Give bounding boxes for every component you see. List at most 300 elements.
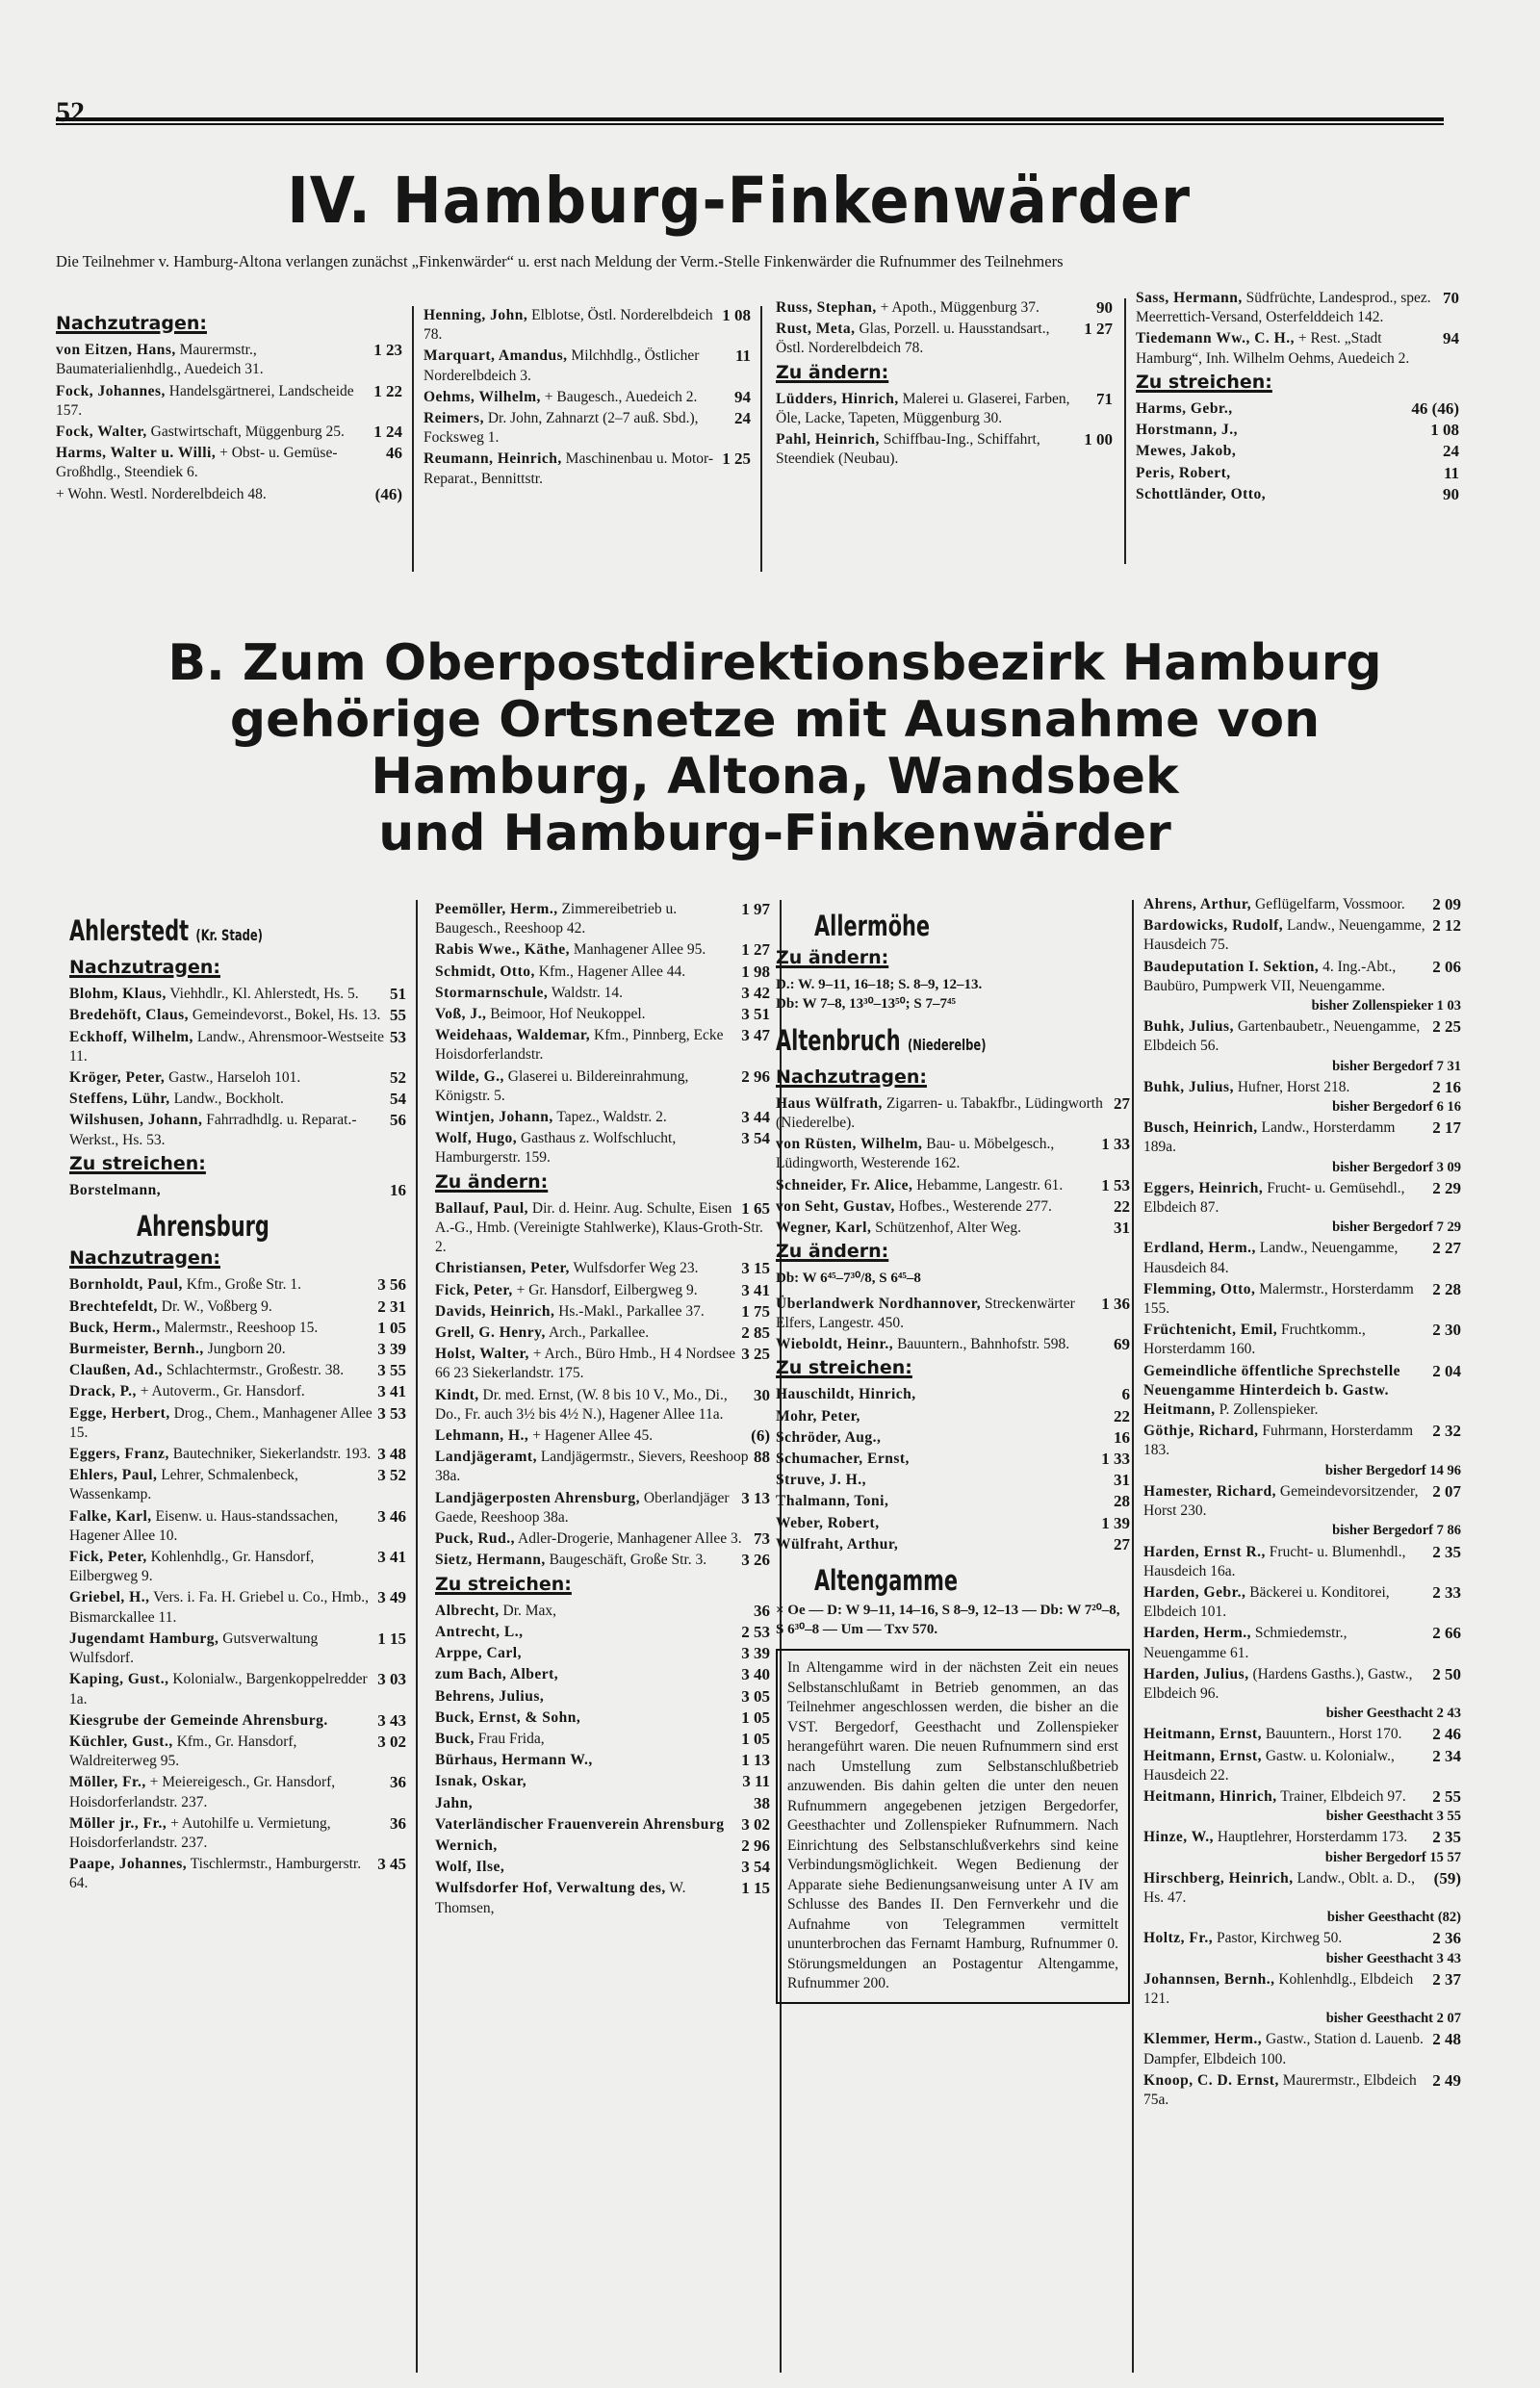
directory-entry (1136, 464, 1459, 483)
phone-number: 16 (1114, 1427, 1130, 1447)
phone-number: 1 53 (1101, 1175, 1130, 1194)
directory-entry (776, 1450, 1130, 1469)
phone-number: 2 29 (1432, 1178, 1461, 1197)
phone-number: 31 (1114, 1219, 1130, 1238)
phone-number: 1 08 (722, 306, 751, 324)
phone-number: 3 42 (741, 983, 770, 1002)
directory-entry (69, 985, 406, 1004)
directory-entry (1143, 2030, 1461, 2068)
directory-entry (56, 444, 402, 482)
subscriber-details: Gastw., Station d. Lauenb. Dampfer, Elbdeich 100. (1143, 2031, 1424, 2067)
subscriber-name: Wilshusen, Johann, (69, 1112, 203, 1129)
subscriber-name: Knoop, C. D. Ernst, (1143, 2071, 1279, 2089)
directory-entry (56, 382, 402, 421)
entry-list (776, 1385, 1130, 1554)
entry-list (435, 1602, 770, 1918)
office-hours: Db: W 6⁴⁵–7³⁰/8, S 6⁴⁵–8 (776, 1271, 921, 1287)
directory-entry (776, 1197, 1130, 1217)
directory-entry (1143, 2071, 1461, 2110)
subscriber-details: Dr. John, Zahnarzt (2–7 auß. Sbd.), Focksweg 1. (424, 410, 699, 447)
directory-entry (69, 1507, 406, 1546)
section-b-line-4: und Hamburg-Finkenwärder (378, 805, 1171, 862)
subscriber-details: Glaserei u. Bildereinrahmung, Königstr. 5. (435, 1067, 689, 1104)
directory-entry (69, 1733, 406, 1771)
subscriber-name: Haus Wülfrath, (776, 1094, 883, 1112)
subscriber-name: Harden, Julius, (1143, 1665, 1249, 1682)
place-allermoehe: Allermöhe (814, 910, 931, 942)
subscriber-name: Weidehaas, Waldemar, (435, 1027, 591, 1044)
subscriber-name: Reimers, (424, 410, 484, 427)
phone-number: 2 49 (1432, 2070, 1461, 2090)
directory-entry (776, 1471, 1130, 1490)
subscriber-name: Christiansen, Peter, (435, 1260, 570, 1277)
phone-number: 3 54 (741, 1858, 770, 1877)
subscriber-name: Buck, Ernst, & Sohn, (435, 1708, 581, 1726)
subscriber-name: Fick, Peter, (435, 1281, 513, 1298)
subscriber-details: Fahrradhdlg. u. Reparat.-Werkst., Hs. 53. (69, 1112, 357, 1148)
entry-list (1136, 399, 1459, 504)
phone-number: 1 33 (1101, 1450, 1130, 1469)
directory-entry (435, 1665, 770, 1684)
phone-number: 3 48 (377, 1445, 406, 1464)
directory-entry (435, 1323, 770, 1343)
subscriber-name: Hirschberg, Heinrich, (1143, 1869, 1294, 1887)
phone-number: 88 (754, 1448, 770, 1467)
subscriber-details: Baugeschäft, Große Str. 3. (545, 1552, 707, 1569)
subscriber-name: Wulfsdorfer Hof, Verwaltung des, (435, 1880, 666, 1897)
phone-number: 1 05 (741, 1708, 770, 1727)
directory-entry (1143, 1280, 1461, 1319)
phone-number: 2 06 (1432, 957, 1461, 976)
column-divider (412, 306, 414, 572)
directory-entry (435, 1067, 770, 1106)
directory-entry (1143, 1583, 1461, 1622)
subscriber-name: Wintjen, Johann, (435, 1109, 553, 1126)
subscriber-details: Dr. med. Ernst, (W. 8 bis 10 V., Mo., Di., Do., Fr. auch 3½ bis 4½ N.), Hagener Allee 11a. (435, 1386, 728, 1423)
subscriber-name: Schneider, Fr. Alice, (776, 1176, 913, 1194)
subscriber-name: Landjägeramt, (435, 1449, 537, 1466)
directory-entry (435, 940, 770, 960)
directory-entry (1143, 1624, 1461, 1662)
directory-entry (1143, 916, 1461, 955)
subscriber-details: Schmiedemstr., Neuengamme 61. (1143, 1625, 1348, 1661)
subscriber-name: Hinze, W., (1143, 1829, 1215, 1846)
subscriber-name: Arppe, Carl, (435, 1645, 522, 1662)
phone-number: 3 41 (741, 1280, 770, 1299)
subscriber-name: Jugendamt Hamburg, (69, 1630, 219, 1647)
phone-number: 38 (754, 1793, 770, 1812)
directory-entry (69, 1340, 406, 1359)
phone-number: 3 02 (377, 1732, 406, 1751)
subscriber-details: Bauuntern., Bahnhofstr. 598. (893, 1336, 1070, 1353)
top-column-3 (776, 298, 1113, 472)
subscriber-name: Baudeputation I. Sektion, (1143, 958, 1320, 975)
subscriber-details: Landw., Bockholt. (169, 1091, 284, 1108)
subscriber-name: Holtz, Fr., (1143, 1930, 1214, 1947)
subscriber-name: Gemeindliche öffentliche Sprechstelle Neuengamme Hinterdeich b. Gastw. Heitmann, (1143, 1362, 1401, 1419)
directory-entry (1143, 1179, 1461, 1238)
heading-zu-aendern: Zu ändern: (776, 1241, 889, 1263)
subscriber-name: Egge, Herbert, (69, 1404, 170, 1422)
directory-entry (776, 1492, 1130, 1511)
phone-number: 2 04 (1432, 1361, 1461, 1380)
phone-number: 73 (754, 1529, 770, 1549)
phone-number: 2 16 (1432, 1077, 1461, 1096)
directory-entry (424, 409, 751, 448)
phone-number: 1 97 (741, 900, 770, 918)
phone-number: 2 12 (1432, 916, 1461, 936)
subscriber-name: Russ, Stephan, (776, 299, 877, 316)
subscriber-details: W. Thomsen, (435, 1880, 686, 1916)
subscriber-details: Jungborn 20. (203, 1341, 286, 1358)
directory-entry (776, 298, 1113, 318)
subscriber-name: Kaping, Gust., (69, 1671, 169, 1688)
phone-number: 24 (734, 409, 751, 428)
subscriber-details: Trainer, Elbdeich 97. (1276, 1787, 1406, 1805)
directory-entry (1143, 895, 1461, 914)
subscriber-details: Gemeindevorst., Bokel, Hs. 13. (189, 1007, 381, 1024)
directory-entry (69, 1404, 406, 1443)
directory-entry (1143, 1422, 1461, 1480)
phone-number: 1 75 (741, 1301, 770, 1321)
directory-entry (1136, 421, 1459, 440)
phone-number: 2 32 (1432, 1422, 1461, 1441)
heading-zu-streichen: Zu streichen: (435, 1573, 572, 1595)
directory-entry (69, 1855, 406, 1893)
phone-number: 2 28 (1432, 1279, 1461, 1298)
subscriber-details: Waldstr. 14. (548, 984, 623, 1001)
phone-number: 3 49 (377, 1588, 406, 1607)
subscriber-name: Pahl, Heinrich, (776, 431, 880, 449)
phone-number: 22 (1114, 1196, 1130, 1216)
directory-entry (69, 1382, 406, 1401)
subscriber-name: Eckhoff, Wilhelm, (69, 1028, 193, 1045)
directory-entry (776, 1295, 1130, 1333)
directory-entry (69, 1297, 406, 1317)
subscriber-name: Harden, Herm., (1143, 1625, 1252, 1642)
directory-entry (435, 1005, 770, 1024)
subscriber-details: Streckenwärter Elfers, Langestr. 450. (776, 1295, 1075, 1331)
phone-number: 1 33 (1101, 1135, 1130, 1154)
phone-number: 2 35 (1432, 1828, 1461, 1847)
phone-number: 2 37 (1432, 1969, 1461, 1989)
subscriber-name: Fock, Walter, (56, 424, 147, 441)
phone-number: 31 (1114, 1471, 1130, 1490)
directory-entry (69, 1006, 406, 1025)
subscriber-name: Bardowicks, Rudolf, (1143, 917, 1284, 935)
subscriber-name: Harms, Gebr., (1136, 400, 1233, 418)
subscriber-details: Gartenbaubetr., Neuengamme, Elbdeich 56. (1143, 1018, 1421, 1055)
directory-entry (435, 1551, 770, 1570)
directory-entry (1143, 1078, 1461, 1117)
subscriber-details: Frau Frida, (474, 1730, 545, 1747)
subscriber-name: Falke, Karl, (69, 1507, 152, 1525)
subscriber-details: + Meiereigesch., Gr. Hansdorf, Hoisdorferlandstr. 237. (69, 1774, 336, 1810)
directory-entry (435, 1529, 770, 1549)
subscriber-details: + Baugesch., Auedeich 2. (540, 388, 698, 405)
heading-zu-streichen: Zu streichen: (69, 1152, 206, 1174)
phone-number: 1 13 (741, 1751, 770, 1770)
subscriber-name: Buck, Herm., (69, 1319, 161, 1336)
phone-number: 36 (390, 1813, 406, 1833)
subscriber-name: Klemmer, Herm., (1143, 2031, 1263, 2048)
phone-number: 3 11 (742, 1772, 770, 1791)
subscriber-name: zum Bach, Albert, (435, 1666, 559, 1683)
subscriber-name: von Seht, Gustav, (776, 1197, 895, 1215)
subscriber-name: Harden, Gebr., (1143, 1583, 1246, 1601)
phone-number: 2 96 (741, 1836, 770, 1855)
subscriber-details: Wulfsdorfer Weg 23. (569, 1260, 699, 1277)
subscriber-details: Maurermstr., Baumaterialienhdlg., Auedeich 31. (56, 342, 264, 378)
phone-number: 2 17 (1432, 1118, 1461, 1138)
subscriber-details: P. Zollenspieker. (1215, 1401, 1319, 1419)
phone-number: 90 (1096, 298, 1113, 317)
directory-entry (69, 1275, 406, 1295)
subscriber-name: Sietz, Hermann, (435, 1552, 546, 1569)
subscriber-name: Wernich, (435, 1836, 498, 1854)
phone-number: 2 25 (1432, 1017, 1461, 1037)
subscriber-name: Wieboldt, Heinr., (776, 1336, 894, 1353)
phone-number: 53 (390, 1027, 406, 1046)
phone-number: 2 34 (1432, 1746, 1461, 1765)
subscriber-details: Hs.-Makl., Parkallee 37. (554, 1302, 705, 1320)
directory-entry (776, 430, 1113, 469)
directory-entry (1143, 958, 1461, 1016)
directory-entry (435, 1426, 770, 1446)
subscriber-name: Wolf, Hugo, (435, 1130, 518, 1147)
subscriber-details: Hauptlehrer, Horsterdamm 173. (1214, 1829, 1408, 1846)
subscriber-details: (Hardens Gasths.), Gastw., Elbdeich 96. (1143, 1665, 1413, 1702)
heading-nachzutragen: Nachzutragen: (69, 1247, 220, 1270)
directory-entry (776, 1094, 1130, 1133)
subscriber-details: Dr. Max, (499, 1602, 557, 1619)
directory-entry (435, 1199, 770, 1258)
entry-list (435, 900, 770, 1168)
phone-number: 3 45 (377, 1855, 406, 1874)
entry-list (1136, 289, 1459, 369)
section-b-line-3: Hamburg, Altona, Wandsbek (371, 748, 1179, 806)
subscriber-name: Blohm, Klaus, (69, 986, 167, 1003)
phone-number: 1 15 (377, 1629, 406, 1648)
subscriber-details: Hufner, Horst 218. (1233, 1078, 1350, 1095)
subscriber-name: Flemming, Otto, (1143, 1280, 1256, 1297)
subscriber-name: Wilde, G., (435, 1067, 504, 1085)
subscriber-details: Maurermstr., Elbdeich 75a. (1143, 2071, 1417, 2108)
column-divider (416, 900, 418, 2373)
subscriber-name: Holst, Walter, (435, 1346, 529, 1363)
subscriber-details: Kolonialw., Bargenkoppelredder 1a. (69, 1671, 368, 1708)
phone-number: 94 (734, 387, 751, 406)
directory-entry (435, 1386, 770, 1425)
directory-entry (1143, 1929, 1461, 1967)
directory-entry (69, 1090, 406, 1109)
phone-number: 94 (1443, 329, 1459, 348)
subscriber-name: Heitmann, Hinrich, (1143, 1787, 1277, 1805)
directory-entry (1143, 1725, 1461, 1744)
directory-entry (424, 306, 751, 345)
subscriber-details: Schützenhof, Alter Weg. (871, 1220, 1021, 1237)
phone-number: 3 02 (741, 1814, 770, 1834)
subscriber-name: Bredehöft, Claus, (69, 1007, 190, 1024)
subscriber-name: Hauschildt, Hinrich, (776, 1386, 916, 1403)
subscriber-name: Überlandwerk Nordhannover, (776, 1295, 982, 1312)
subscriber-name: Schmidt, Otto, (435, 963, 535, 980)
office-hours: Db: W 7–8, 13³⁰–13⁵⁰; S 7–7⁴⁵ (776, 996, 956, 1013)
directory-entry (435, 963, 770, 982)
phone-number: 1 39 (1101, 1513, 1130, 1532)
directory-entry (776, 1219, 1130, 1238)
subscriber-details: Bäckerei u. Konditorei, Elbdeich 101. (1143, 1583, 1390, 1621)
place-altengamme: Altengamme (814, 1564, 959, 1598)
subscriber-details: Landw., Horsterdamm 189a. (1143, 1119, 1396, 1156)
directory-entry (435, 1302, 770, 1322)
place-ahrensburg: Ahrensburg (137, 1210, 270, 1244)
directory-entry (435, 1602, 770, 1621)
phone-number: 2 35 (1432, 1542, 1461, 1561)
directory-entry (776, 1385, 1130, 1404)
subscriber-details: Elblotse, Östl. Norderelbdeich 78. (424, 307, 713, 344)
phone-number: 2 07 (1432, 1481, 1461, 1501)
phone-number: 2 46 (1432, 1725, 1461, 1744)
directory-entry (435, 1281, 770, 1300)
subscriber-name: Struve, J. H., (776, 1472, 866, 1489)
phone-number: 1 65 (741, 1198, 770, 1218)
subscriber-name: Grell, G. Henry, (435, 1324, 546, 1342)
directory-entry (424, 449, 751, 488)
subscriber-name: Möller, Fr., (69, 1774, 146, 1791)
subscriber-details: Schlachtermstr., Großestr. 38. (162, 1362, 345, 1379)
directory-entry (69, 1773, 406, 1811)
office-hours: D.: W. 9–11, 16–18; S. 8–9, 12–13. (776, 977, 983, 993)
entry-list (776, 298, 1113, 359)
office-hours: × Oe — D: W 9–11, 14–16, S 8–9, 12–13 — Db: W 7²⁰–8, S 6³⁰–8 — Um — Txv 570. (776, 1603, 1120, 1638)
subscriber-details: Lehrer, Schmalenbeck, Wassenkamp. (69, 1467, 298, 1503)
subscriber-name: Landjägerposten Ahrensburg, (435, 1489, 641, 1506)
heading-nachzutragen: Nachzutragen: (776, 1066, 927, 1088)
subscriber-name: Küchler, Gust., (69, 1733, 173, 1750)
phone-number: 2 31 (377, 1297, 406, 1316)
entry-list (69, 985, 406, 1150)
subscriber-details: Schiffbau-Ing., Schiffahrt, Steendiek (Neubau). (776, 431, 1040, 468)
subscriber-name: Wülfraht, Arthur, (776, 1535, 899, 1553)
entry-list (69, 1181, 406, 1200)
phone-number: 16 (390, 1181, 406, 1200)
subscriber-details: + Apoth., Müggenburg 37. (876, 299, 1040, 316)
directory-entry (69, 1181, 406, 1200)
subscriber-details: Viehhdlr., Kl. Ahlerstedt, Hs. 5. (166, 986, 359, 1003)
directory-entry (69, 1111, 406, 1149)
heading-nachzutragen: Nachzutragen: (69, 957, 220, 978)
directory-entry (1136, 485, 1459, 504)
directory-entry (56, 423, 402, 442)
subscriber-name: Göthje, Richard, (1143, 1423, 1259, 1440)
subscriber-name: Hamester, Richard, (1143, 1482, 1277, 1500)
subscriber-details: Hebamme, Langestr. 61. (912, 1176, 1064, 1194)
directory-entry (69, 1361, 406, 1380)
subscriber-details: Adler-Drogerie, Manhagener Allee 3. (515, 1530, 742, 1548)
subscriber-details: + Obst- u. Gemüse-Großhdlg., Steendiek 6. (56, 445, 338, 481)
phone-number: (59) (1433, 1868, 1461, 1887)
subscriber-details: Malerei u. Glaserei, Farben, Öle, Lacke, Tapeten, Müggenburg 30. (776, 390, 1070, 427)
subscriber-details: Bau- u. Möbelgesch., Lüdingworth, Westerende 162. (776, 1136, 1055, 1172)
subscriber-details: + Arch., Büro Hmb., H 4 Nordsee 66 23 Siekerlandstr. 175. (435, 1346, 735, 1382)
directory-entry (1143, 1239, 1461, 1277)
subscriber-name: Johannsen, Bernh., (1143, 1970, 1275, 1988)
directory-entry (69, 1630, 406, 1668)
subscriber-name: Harden, Ernst R., (1143, 1543, 1266, 1560)
subscriber-name: Voß, J., (435, 1006, 487, 1023)
previous-number: bisher Bergedorf 7 29 (1332, 1220, 1461, 1236)
phone-number: 24 (1443, 442, 1459, 461)
subscriber-name: Brechtefeldt, (69, 1297, 158, 1315)
phone-number: 3 41 (377, 1382, 406, 1401)
directory-entry (1143, 1118, 1461, 1177)
directory-entry (435, 1772, 770, 1791)
phone-number: 28 (1114, 1492, 1130, 1511)
subscriber-details: Kfm., Pinnberg, Ecke Hoisdorferlandstr. (435, 1027, 724, 1064)
subscriber-name: Möller jr., Fr., (69, 1814, 167, 1832)
subscriber-name: Kiesgrube der Gemeinde Ahrensburg. (69, 1711, 328, 1729)
subscriber-details: Kohlenhdlg., Elbdeich 121. (1143, 1970, 1414, 2007)
subscriber-name: Bürhaus, Hermann W., (435, 1752, 593, 1769)
section-b-heading (164, 635, 1386, 862)
phone-number: 30 (754, 1385, 770, 1404)
subscriber-details: Kfm., Große Str. 1. (182, 1276, 301, 1294)
previous-number: bisher Bergedorf 15 57 (1324, 1849, 1461, 1865)
subscriber-name: Stormarnschule, (435, 984, 549, 1001)
subscriber-name: Albrecht, (435, 1602, 500, 1619)
directory-entry (69, 1319, 406, 1338)
phone-number: 3 41 (377, 1548, 406, 1567)
phone-number: 11 (734, 347, 751, 366)
directory-entry (1143, 1017, 1461, 1076)
subscriber-name: Borstelmann, (69, 1182, 162, 1199)
heading-zu-aendern: Zu ändern: (435, 1170, 549, 1193)
phone-number: (46) (374, 484, 402, 503)
subscriber-name: Oehms, Wilhelm, (424, 388, 541, 405)
directory-entry (1143, 1970, 1461, 2029)
subscriber-details: + Wohn. Westl. Norderelbdeich 48. (56, 485, 267, 502)
phone-number: 3 15 (741, 1259, 770, 1278)
subscriber-name: Ahrens, Arthur, (1143, 896, 1252, 912)
place-ahlerstedt: Ahlerstedt (Kr. Stade) (69, 914, 263, 947)
directory-entry (1143, 1869, 1461, 1928)
directory-entry (776, 320, 1113, 358)
phone-number: 55 (390, 1006, 406, 1025)
directory-entry (435, 1794, 770, 1813)
phone-number: 11 (1443, 463, 1459, 482)
directory-entry (435, 1345, 770, 1383)
subscriber-details: + Hagener Allee 45. (528, 1427, 654, 1445)
subscriber-name: Henning, John, (424, 307, 528, 323)
subscriber-details: Tischlermstr., Hamburgerstr. 64. (69, 1856, 362, 1892)
b-column-1 (69, 905, 406, 1896)
subscriber-details: Malermstr., Reeshoop 15. (160, 1319, 319, 1336)
subscriber-name: Fock, Johannes, (56, 382, 166, 399)
subscriber-name: Griebel, H., (69, 1589, 150, 1606)
phone-number: 3 39 (377, 1340, 406, 1359)
subscriber-details: Fruchtkomm., Horsterdamm 160. (1143, 1322, 1366, 1358)
subscriber-name: Busch, Heinrich, (1143, 1119, 1258, 1137)
directory-entry (776, 1514, 1130, 1533)
phone-number: 46 (386, 444, 402, 463)
directory-entry (69, 1466, 406, 1504)
subscriber-details: Gasthaus z. Wolfschlucht, Hamburgerstr. 159. (435, 1130, 677, 1167)
directory-entry (435, 1644, 770, 1663)
subscriber-details: Milchhdlg., Östlicher Norderelbdeich 3. (424, 347, 700, 384)
heading-nachzutragen: Nachzutragen: (56, 313, 207, 334)
phone-number: 2 09 (1432, 895, 1461, 913)
